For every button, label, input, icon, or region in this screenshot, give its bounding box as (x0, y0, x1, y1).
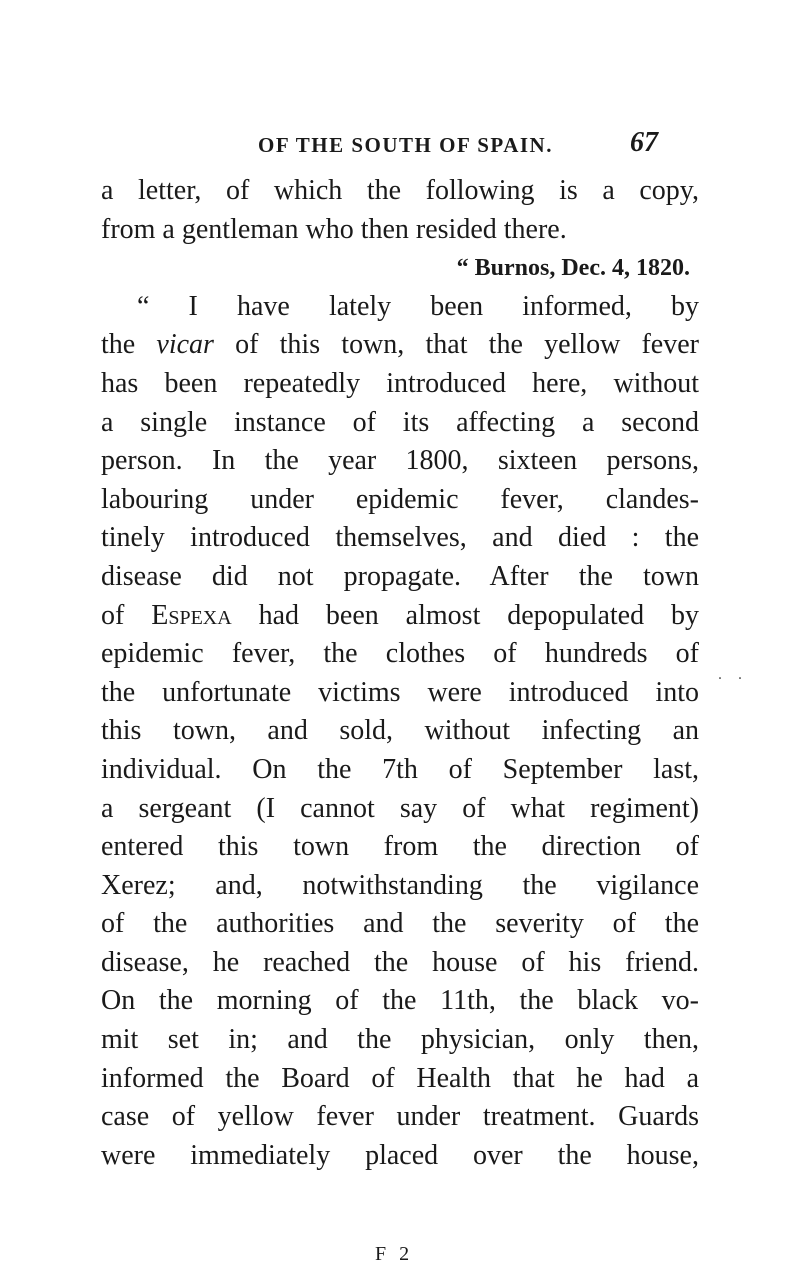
text-line-25: case of yellow fever under treatment. Guards (101, 1101, 699, 1133)
text-line-9: labouring under epidemic fever, clandes- (101, 483, 699, 515)
text-line-2: from a gentleman who then resided there. (101, 213, 567, 245)
text-line-21: disease, he reached the house of his friend. (101, 946, 699, 978)
italic-word-vicar: vicar (156, 329, 214, 361)
text-line-7: a single instance of its affecting a second (101, 406, 699, 438)
text-line-6: has been repeatedly introduced here, without (101, 367, 699, 399)
letter-dateline: “ Burnos, Dec. 4, 1820. (456, 255, 690, 282)
body-text (101, 172, 699, 1175)
text-line-17: a sergeant (I cannot say of what regiment) (101, 792, 699, 824)
text-line-4: “ I have lately been informed, by (137, 290, 699, 322)
text-line-13: epidemic fever, the clothes of hundreds of (101, 638, 699, 670)
text-line-15: this town, and sold, without infecting an (101, 715, 699, 747)
text-line-8: person. In the year 1800, sixteen persons, (101, 445, 699, 477)
text-line-26: were immediately placed over the house, (101, 1139, 699, 1171)
running-title: OF THE SOUTH OF SPAIN. (258, 133, 553, 157)
signature-mark: F 2 (375, 1243, 414, 1265)
text-line-18: entered this town from the direction of (101, 831, 699, 863)
margin-marks: . . (718, 666, 748, 683)
text-fragment: had been almost depopulated by (231, 599, 699, 631)
text-line-23: mit set in; and the physician, only then, (101, 1024, 699, 1056)
text-line-11: disease did not propagate. After the town (101, 560, 699, 592)
smallcaps-place-name: Espexa (151, 599, 232, 631)
text-fragment: the (101, 329, 157, 361)
text-line-1: a letter, of which the following is a copy, (101, 175, 699, 206)
text-line-12 (101, 597, 699, 636)
text-line-10: tinely introduced themselves, and died : the (101, 522, 699, 554)
text-fragment: of this town, that the yellow fever (213, 329, 699, 361)
text-line-5 (101, 326, 699, 365)
text-line-22: On the morning of the 11th, the black vo- (101, 985, 699, 1017)
text-line-16: individual. On the 7th of September last, (101, 753, 699, 785)
text-fragment: of (101, 599, 152, 631)
text-line-19: Xerez; and, notwithstanding the vigilance (101, 869, 699, 901)
page-number: 67 (630, 127, 658, 158)
text-line-24: informed the Board of Health that he had a (101, 1062, 699, 1094)
text-line-20: of the authorities and the severity of the (101, 908, 699, 940)
text-line-14: the unfortunate victims were introduced into (101, 676, 699, 708)
